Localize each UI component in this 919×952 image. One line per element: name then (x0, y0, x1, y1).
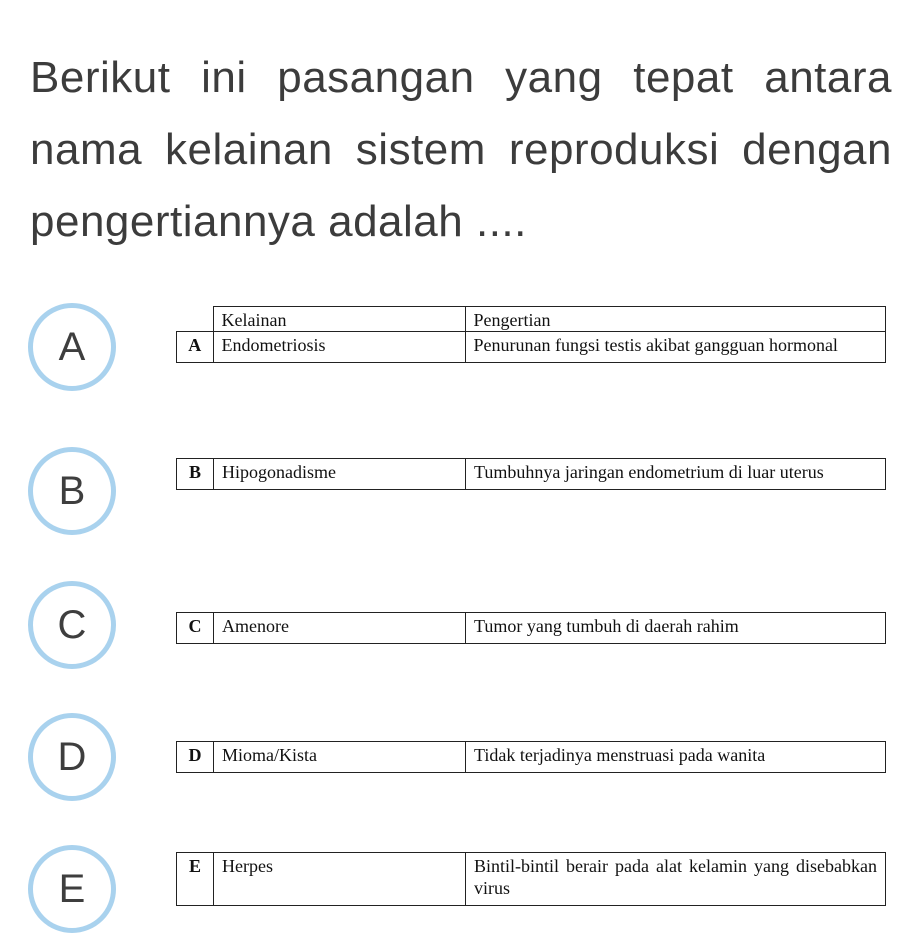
option-d-label: D (57, 734, 87, 779)
option-a-circle[interactable] (28, 303, 116, 391)
disorder-definition: Penurunan fungsi testis akibat gangguan hormonal (465, 332, 886, 363)
disorder-definition: Tidak terjadinya menstruasi pada wanita (466, 742, 886, 773)
disorder-name: Herpes (214, 853, 466, 906)
question-text: Berikut ini pasangan yang tepat antara nama kelainan sistem reproduksi dengan pengertiannya adalah .... (30, 53, 892, 246)
row-letter: A (177, 332, 214, 363)
header-kelainan: Kelainan (213, 307, 465, 332)
disorder-name: Hipogonadisme (214, 459, 466, 490)
disorder-name: Amenore (214, 613, 466, 644)
option-d-circle[interactable] (28, 713, 116, 801)
option-c-circle[interactable] (28, 581, 116, 669)
option-b-label: B (58, 468, 86, 513)
option-d-table (176, 741, 886, 773)
row-letter: D (177, 742, 214, 773)
option-e-label: E (58, 866, 86, 911)
option-a-label: A (58, 324, 86, 369)
disorder-definition: Tumor yang tumbuh di daerah rahim (466, 613, 886, 644)
option-c-table (176, 612, 886, 644)
disorder-definition: Tumbuhnya jaringan endometrium di luar uterus (466, 459, 886, 490)
row-letter: C (177, 613, 214, 644)
option-b-table (176, 458, 886, 490)
disorder-name: Endometriosis (213, 332, 465, 363)
row-letter: B (177, 459, 214, 490)
option-e-circle[interactable] (28, 845, 116, 933)
header-pengertian: Pengertian (465, 307, 886, 332)
row-letter: E (177, 853, 214, 906)
option-e-table (176, 852, 886, 906)
disorder-definition: Bintil-bintil berair pada alat kelamin yang disebabkan virus (466, 853, 886, 906)
disorder-name: Mioma/Kista (214, 742, 466, 773)
option-a-table (176, 306, 886, 363)
option-c-label: C (57, 602, 87, 647)
option-b-circle[interactable] (28, 447, 116, 535)
